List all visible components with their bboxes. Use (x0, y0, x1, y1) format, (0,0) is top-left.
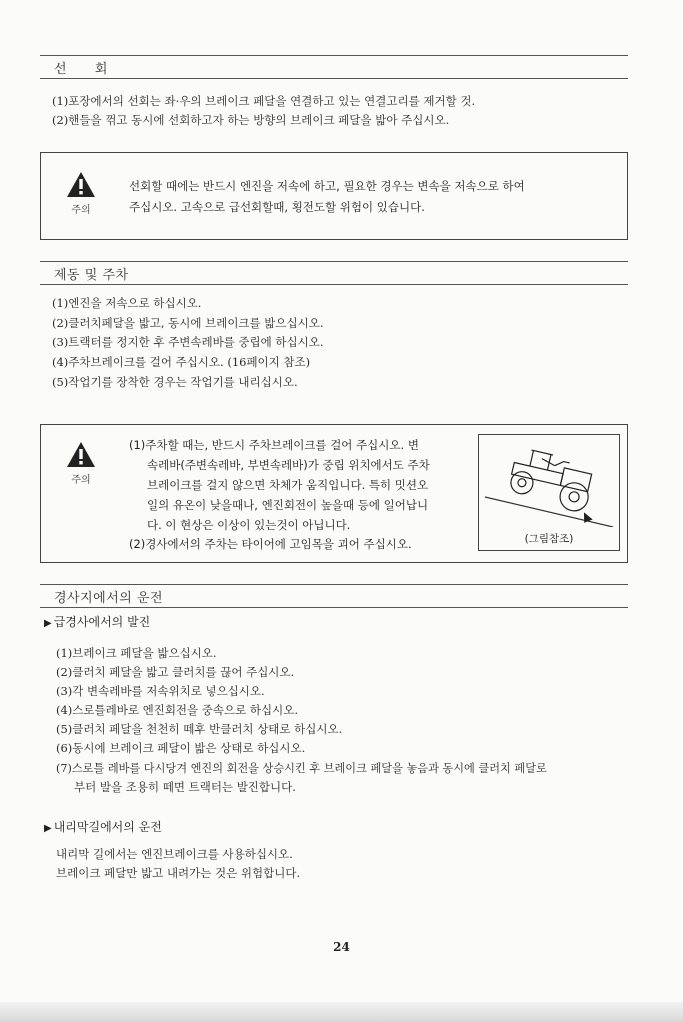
list-item: (2)핸들을 꺾고 동시에 선회하고자 하는 방향의 브레이크 페달을 밟아 주십시오. (52, 113, 450, 127)
list-item: (1)엔진을 저속으로 하십시오. (52, 296, 202, 310)
list-item-continued: 부터 발을 조용히 떼면 트랙터는 발진합니다. (74, 780, 296, 794)
list-item: (4)스로틀레바로 엔진회전을 중속으로 하십시오. (56, 703, 298, 717)
list-item: (1)브레이크 페달을 밟으십시오. (56, 646, 217, 660)
subsection-title: 급경사에서의 발진 (53, 615, 151, 629)
paragraph-line: 내리막 길에서는 엔진브레이크를 사용하십시오. (56, 847, 293, 861)
caution-line: 선회할 때에는 반드시 엔진을 저속에 하고, 필요한 경우는 변속을 저속으로 하여 (129, 179, 525, 193)
subsection-downhill-driving (44, 818, 162, 835)
section-header-turning (40, 55, 628, 79)
tractor-slope-illustration (479, 435, 619, 527)
warning-triangle-icon (66, 441, 96, 468)
list-item: (5)작업기를 장착한 경우는 작업기를 내리십시오. (52, 375, 298, 389)
caution-line: 다. 이 현상은 이상이 있는것이 아닙니다. (147, 518, 351, 532)
list-item: (1)포장에서의 선회는 좌·우의 브레이크 페달을 연결하고 있는 연결고리를 제거할 것. (52, 94, 476, 108)
subsection-steep-slope-start (44, 613, 150, 630)
caution-label: 주의 (71, 205, 91, 216)
caution-line: 브레이크를 걸지 않으면 차체가 움직입니다. 특히 밋션오 (147, 478, 429, 492)
scan-edge (0, 1002, 683, 1022)
list-item: (2)클러치페달을 밟고, 동시에 브레이크를 밟으십시오. (52, 316, 324, 330)
section-header-slope-driving (40, 584, 628, 608)
warning-triangle-icon (66, 171, 96, 198)
tractor-on-slope-figure (478, 434, 620, 551)
paragraph-line: 브레이크 페달만 밟고 내려가는 것은 위험합니다. (56, 866, 301, 880)
section-title: 선 회 (54, 62, 108, 77)
list-item: (2)클러치 페달을 밟고 클러치를 끊어 주십시오. (56, 665, 295, 679)
subsection-title: 내리막길에서의 운전 (53, 820, 162, 834)
figure-caption: (그림참조) (524, 533, 574, 545)
caution-marker (61, 441, 101, 486)
caution-label: 주의 (71, 475, 91, 486)
section-header-braking-parking (40, 261, 628, 285)
triangle-right-icon: ▶ (44, 823, 52, 834)
caution-line: 속레바(주변속레바, 부변속레바)가 중립 위치에서도 주차 (147, 458, 430, 472)
caution-line: 주십시오. 고속으로 급선회할때, 횡전도할 위험이 있습니다. (129, 200, 425, 214)
caution-line: (1)주차할 때는, 반드시 주차브레이크를 걸어 주십시오. 변 (129, 438, 419, 452)
list-item: (5)클러치 페달을 천천히 떼후 반클러치 상태로 하십시오. (56, 722, 343, 736)
list-item: (7)스로틀 레바를 다시당겨 엔진의 회전을 상승시킨 후 브레이크 페달을 놓음과 동시에 클러치 페달로 (56, 762, 547, 775)
list-item: (4)주차브레이크를 걸어 주십시오. (16페이지 참조) (52, 355, 311, 369)
caution-line: 일의 유온이 낮을때나, 엔진회전이 높을때 등에 일어납니 (147, 498, 429, 512)
section-title: 제동 및 주차 (54, 268, 129, 283)
page-number: 24 (333, 940, 350, 954)
list-item: (6)동시에 브레이크 페달이 밟은 상태로 하십시오. (56, 741, 306, 755)
triangle-right-icon: ▶ (44, 618, 52, 629)
section-title: 경사지에서의 운전 (54, 591, 164, 606)
caution-marker (61, 171, 101, 216)
list-item: (3)트랙터를 정지한 후 주변속레바를 중립에 하십시오. (52, 335, 324, 349)
list-item: (3)각 변속레바를 저속위치로 넣으십시오. (56, 684, 265, 698)
caution-box-turning (40, 152, 628, 240)
caution-line: (2)경사에서의 주차는 타이어에 고임목을 괴어 주십시오. (129, 537, 412, 551)
